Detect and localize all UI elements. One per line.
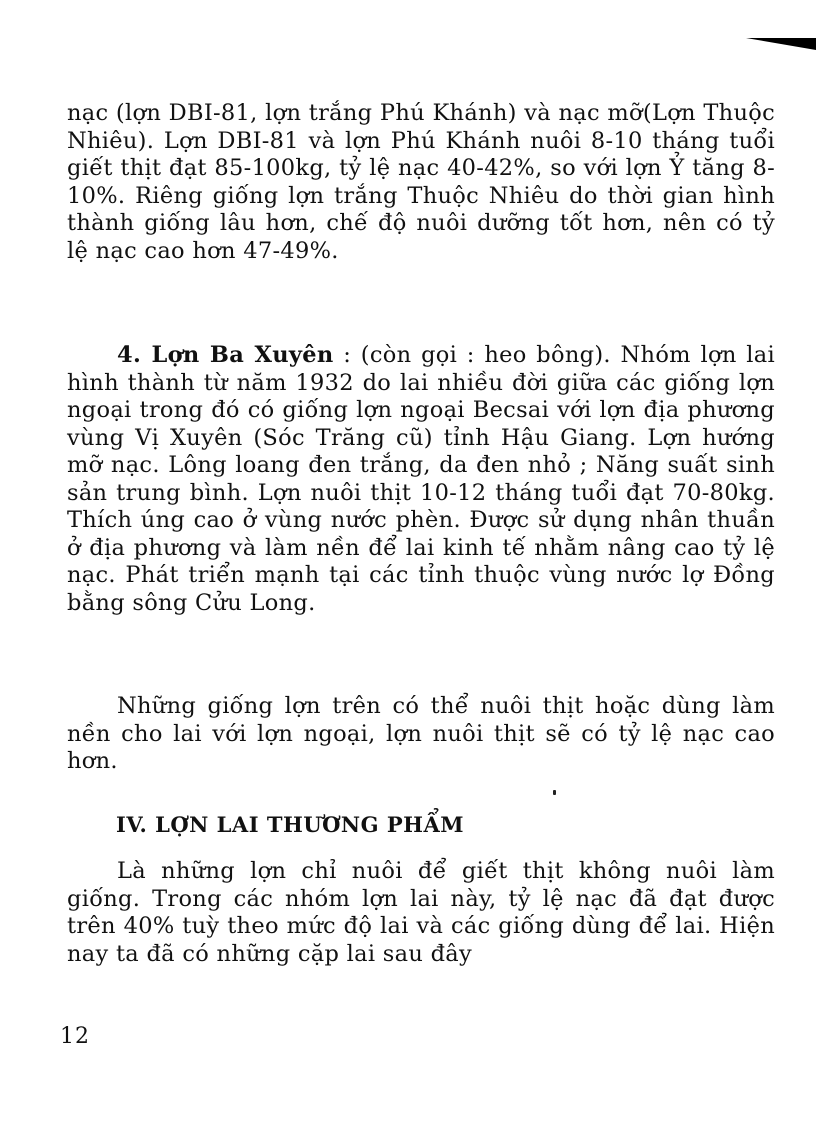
page-number: 12 [60,1024,90,1049]
section-4-paragraph [67,342,775,617]
section-4-block [67,342,775,617]
paragraph-3-block [67,693,775,776]
section-4-body: : (còn gọi : heo bông). Nhóm lợn lai hình thành từ năm 1932 do lai nhiều đời giữa các giống lợn ngoại trong đó có giống lợn ngoại Becsai với lợn địa phương vùng Vị Xuyên (Sóc Trăng cũ) tỉnh Hậu Giang. Lợn hướng mỡ nạc. Lông loang đen trắng, da đen nhỏ ; Năng suất sinh sản trung bình. Lợn nuôi thịt 10-12 tháng tuổi đạt 70-80kg. Thích úng cao ở vùng nước phèn. Được sử dụng nhân thuần ở địa phương và làm nền để lai kinh tế nhằm nâng cao tỷ lệ nạc. Phát triển mạnh tại các tỉnh thuộc vùng nước lợ Đồng bằng sông Cửu Long. [67,342,775,616]
paragraph-3: Những giống lợn trên có thể nuôi thịt hoặc dùng làm nền cho lai với lợn ngoại, lợn nuôi thịt sẽ có tỷ lệ nạc cao hơn. [67,693,775,774]
paragraph-1-block [67,100,775,265]
page-corner-mark [746,38,816,68]
paragraph-4: Là những lợn chỉ nuôi để giết thịt không nuôi làm giống. Trong các nhóm lợn lai này, tỷ lệ nạc đã đạt được trên 40% tuỳ theo mức độ lai và các giống dùng để lai. Hiện nay ta đã có những cặp lai sau đây [67,858,775,967]
paragraph-4-block [67,858,775,968]
paragraph-1: nạc (lợn DBI-81, lợn trắng Phú Khánh) và nạc mỡ(Lợn Thuộc Nhiêu). Lợn DBI-81 và lợn Phú Khánh nuôi 8-10 tháng tuổi giết thịt đạt 85-100kg, tỷ lệ nạc 40-42%, so với lợn Ỷ tăng 8-10%. Riêng giống lợn trắng Thuộc Nhiêu do thời gian hình thành giống lâu hơn, chế độ nuôi dưỡng tốt hơn, nên có tỷ lệ nạc cao hơn 47-49%. [67,100,775,264]
section-4-title: 4. Lợn Ba Xuyên [117,342,334,368]
print-speck [553,790,556,795]
section-iv-heading: IV. LỢN LAI THƯƠNG PHẨM [116,812,465,837]
